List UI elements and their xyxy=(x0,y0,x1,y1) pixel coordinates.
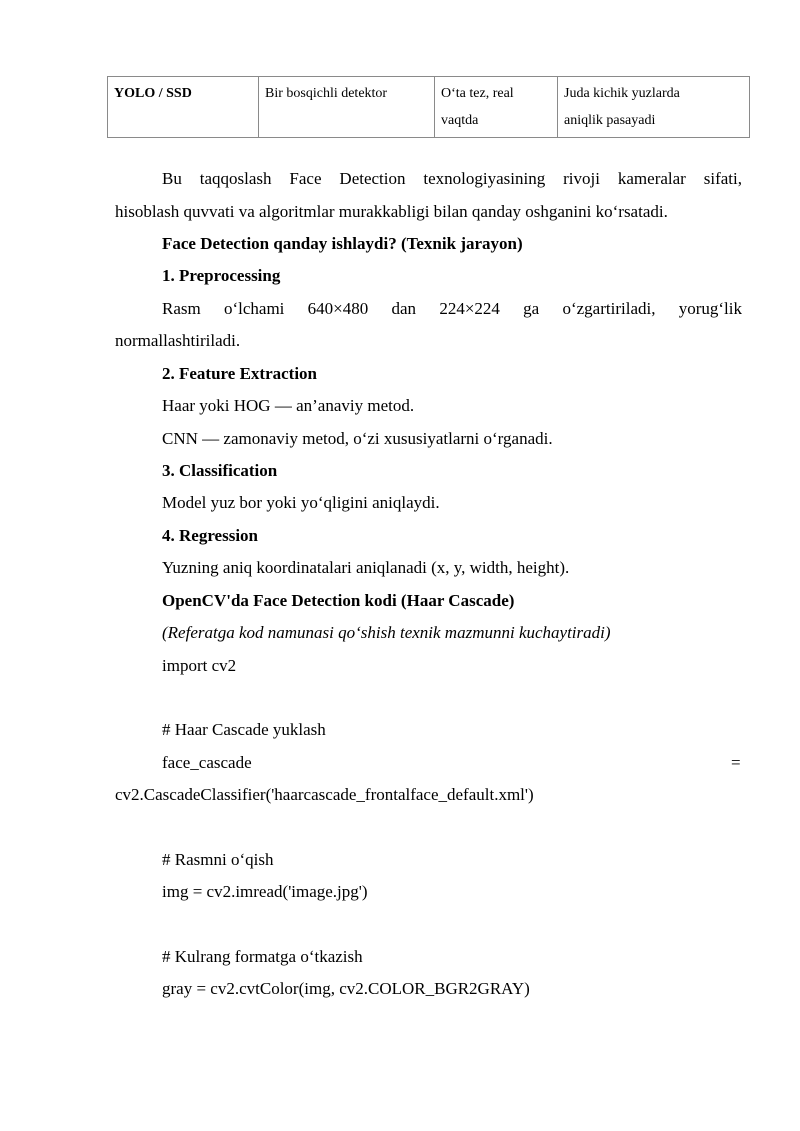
step-heading: 3. Classification xyxy=(162,461,278,480)
code-heading: OpenCV'da Face Detection kodi (Haar Cascade) xyxy=(162,591,515,610)
code-line: cv2.CascadeClassifier('haarcascade_frontalface_default.xml') xyxy=(115,785,534,804)
paragraph-text: Rasm o‘lchami 640×480 dan 224×224 ga o‘zgartiriladi, yorug‘lik xyxy=(162,299,742,318)
code-line: import cv2 xyxy=(162,656,237,675)
code-comment: # Kulrang formatga o‘tkazish xyxy=(162,947,363,966)
paragraph-line: normallashtiriladi. xyxy=(115,331,241,350)
paragraph-line: Model yuz bor yoki yo‘qligini aniqlaydi. xyxy=(162,493,440,512)
paragraph-line: CNN — zamonaviy metod, o‘zi xususiyatlarni o‘rganadi. xyxy=(162,429,553,448)
table-cell-speed-line: O‘ta tez, real xyxy=(441,86,514,101)
table-cell-method: YOLO / SSD xyxy=(108,77,259,138)
table-cell-drawback-line: aniqlik pasayadi xyxy=(564,113,656,128)
code-line: img = cv2.imread('image.jpg') xyxy=(162,882,368,901)
code-note: (Referatga kod namunasi qo‘shish texnik mazmunni kuchaytiradi) xyxy=(162,623,611,642)
table-cell-type: Bir bosqichli detektor xyxy=(259,77,435,138)
table-cell-drawback-line: Juda kichik yuzlarda xyxy=(564,86,680,101)
paragraph-line xyxy=(162,168,742,190)
code-line: gray = cv2.cvtColor(img, cv2.COLOR_BGR2GRAY) xyxy=(162,979,530,998)
step-heading: 1. Preprocessing xyxy=(162,266,281,285)
table-cell-speed-line: vaqtda xyxy=(441,113,479,128)
paragraph-line: hisoblash quvvati va algoritmlar murakkabligi bilan qanday oshganini ko‘rsatadi. xyxy=(115,202,668,221)
paragraph-text: Bu taqqoslash Face Detection texnologiyasining rivoji kameralar sifati, xyxy=(162,169,742,188)
code-line: face_cascade xyxy=(162,753,252,772)
step-heading: 2. Feature Extraction xyxy=(162,364,318,383)
code-line: = xyxy=(731,753,741,772)
code-comment: # Haar Cascade yuklash xyxy=(162,720,326,739)
paragraph-line: Haar yoki HOG — an’anaviy metod. xyxy=(162,396,415,415)
comparison-table xyxy=(107,76,750,138)
table-row xyxy=(108,77,750,138)
step-heading: 4. Regression xyxy=(162,526,259,545)
code-comment: # Rasmni o‘qish xyxy=(162,850,274,869)
paragraph-line: Yuzning aniq koordinatalari aniqlanadi (x, y, width, height). xyxy=(162,558,570,577)
section-heading: Face Detection qanday ishlaydi? (Texnik jarayon) xyxy=(162,234,523,253)
table-cell-drawback xyxy=(558,77,750,138)
paragraph-line xyxy=(162,298,742,320)
table-cell-speed xyxy=(435,77,558,138)
